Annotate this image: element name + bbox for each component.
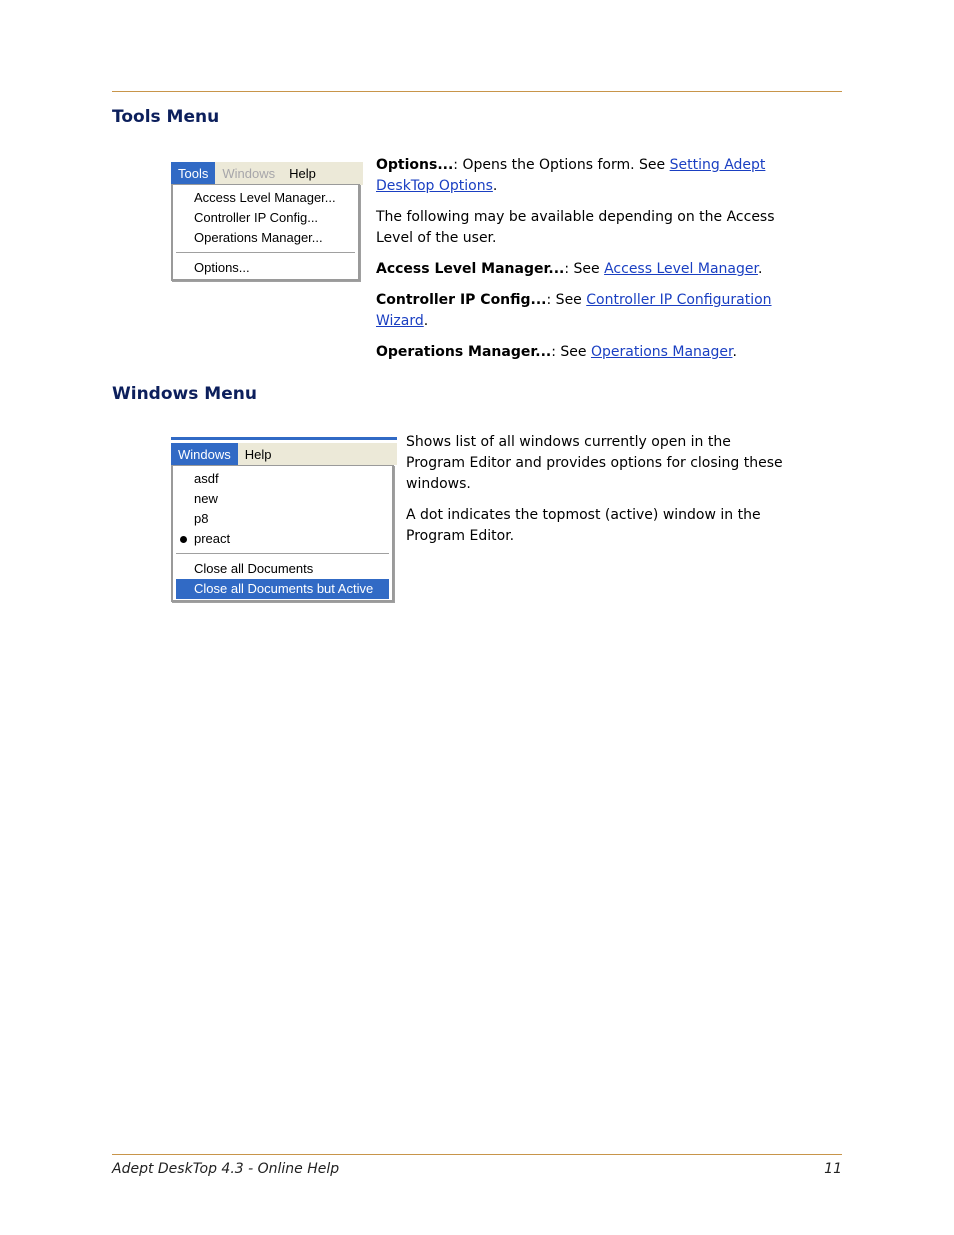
menubar (171, 443, 397, 465)
windows-list-paragraph: Shows list of all windows currently open in the Program Editor and provides options for closing these windows. (406, 434, 783, 492)
see-text: : See (564, 261, 605, 277)
setting-options-link[interactable]: Setting Adept DeskTop Options (376, 157, 766, 194)
active-dot-paragraph: A dot indicates the topmost (active) window in the Program Editor. (406, 507, 761, 544)
menubar-help: Help (289, 165, 316, 181)
menu-item-close-all-but-active: Close all Documents but Active (176, 579, 389, 599)
options-text: : Opens the Options form. See (453, 157, 670, 173)
period: . (423, 313, 429, 329)
menubar-windows: Windows (171, 443, 238, 465)
menubar (171, 162, 363, 185)
access-level-term: Access Level Manager... (376, 261, 565, 277)
menu-item-window-p8: p8 (194, 511, 209, 526)
operations-manager-paragraph (376, 342, 796, 363)
menu-separator (176, 553, 389, 554)
access-level-paragraph (376, 259, 796, 280)
options-term: Options... (376, 157, 454, 173)
menu-item-operations-manager: Operations Manager... (194, 230, 323, 245)
menu-item-options: Options... (194, 260, 250, 275)
menu-item-controller-ip-config: Controller IP Config... (194, 210, 319, 225)
controller-ip-wizard-link[interactable]: Controller IP Configuration Wizard (376, 292, 772, 329)
operations-manager-term: Operations Manager... (376, 344, 552, 360)
options-paragraph (376, 155, 796, 197)
menu-item-window-preact (173, 529, 392, 549)
see-text: : See (551, 344, 591, 360)
menubar-tools: Tools (171, 162, 215, 184)
menubar-help: Help (244, 446, 272, 462)
windows-description (406, 432, 786, 557)
menu-item-close-all: Close all Documents (194, 561, 314, 576)
tools-dropdown (171, 184, 360, 281)
menu-item-window-new: new (194, 491, 218, 506)
menu-separator (176, 252, 355, 253)
controller-ip-term: Controller IP Config... (376, 292, 547, 308)
footer-title: Adept DeskTop 4.3 - Online Help (112, 1161, 340, 1177)
tools-menu-heading: Tools Menu (112, 107, 220, 127)
menu-item-window-asdf: asdf (194, 471, 219, 486)
menu-item-label: preact (194, 531, 231, 546)
menubar-windows: Windows (222, 165, 276, 181)
controller-ip-paragraph (376, 290, 796, 332)
access-level-manager-link[interactable]: Access Level Manager (604, 261, 758, 277)
tools-description (376, 155, 796, 373)
page-number: 11 (824, 1161, 842, 1177)
windows-menu-heading: Windows Menu (112, 384, 257, 404)
tools-menu-screenshot (171, 162, 363, 284)
period: . (492, 178, 498, 194)
access-note-paragraph: The following may be available depending on the Access Level of the user. (376, 209, 775, 246)
period: . (757, 261, 763, 277)
footer-rule (112, 1154, 842, 1155)
header-rule (112, 91, 842, 92)
menu-item-access-level-manager: Access Level Manager... (194, 190, 336, 205)
see-text: : See (546, 292, 587, 308)
active-dot-icon (180, 536, 187, 543)
period: . (732, 344, 737, 360)
operations-manager-link[interactable]: Operations Manager (590, 344, 733, 360)
windows-dropdown (171, 465, 394, 602)
windows-menu-screenshot (171, 437, 397, 606)
